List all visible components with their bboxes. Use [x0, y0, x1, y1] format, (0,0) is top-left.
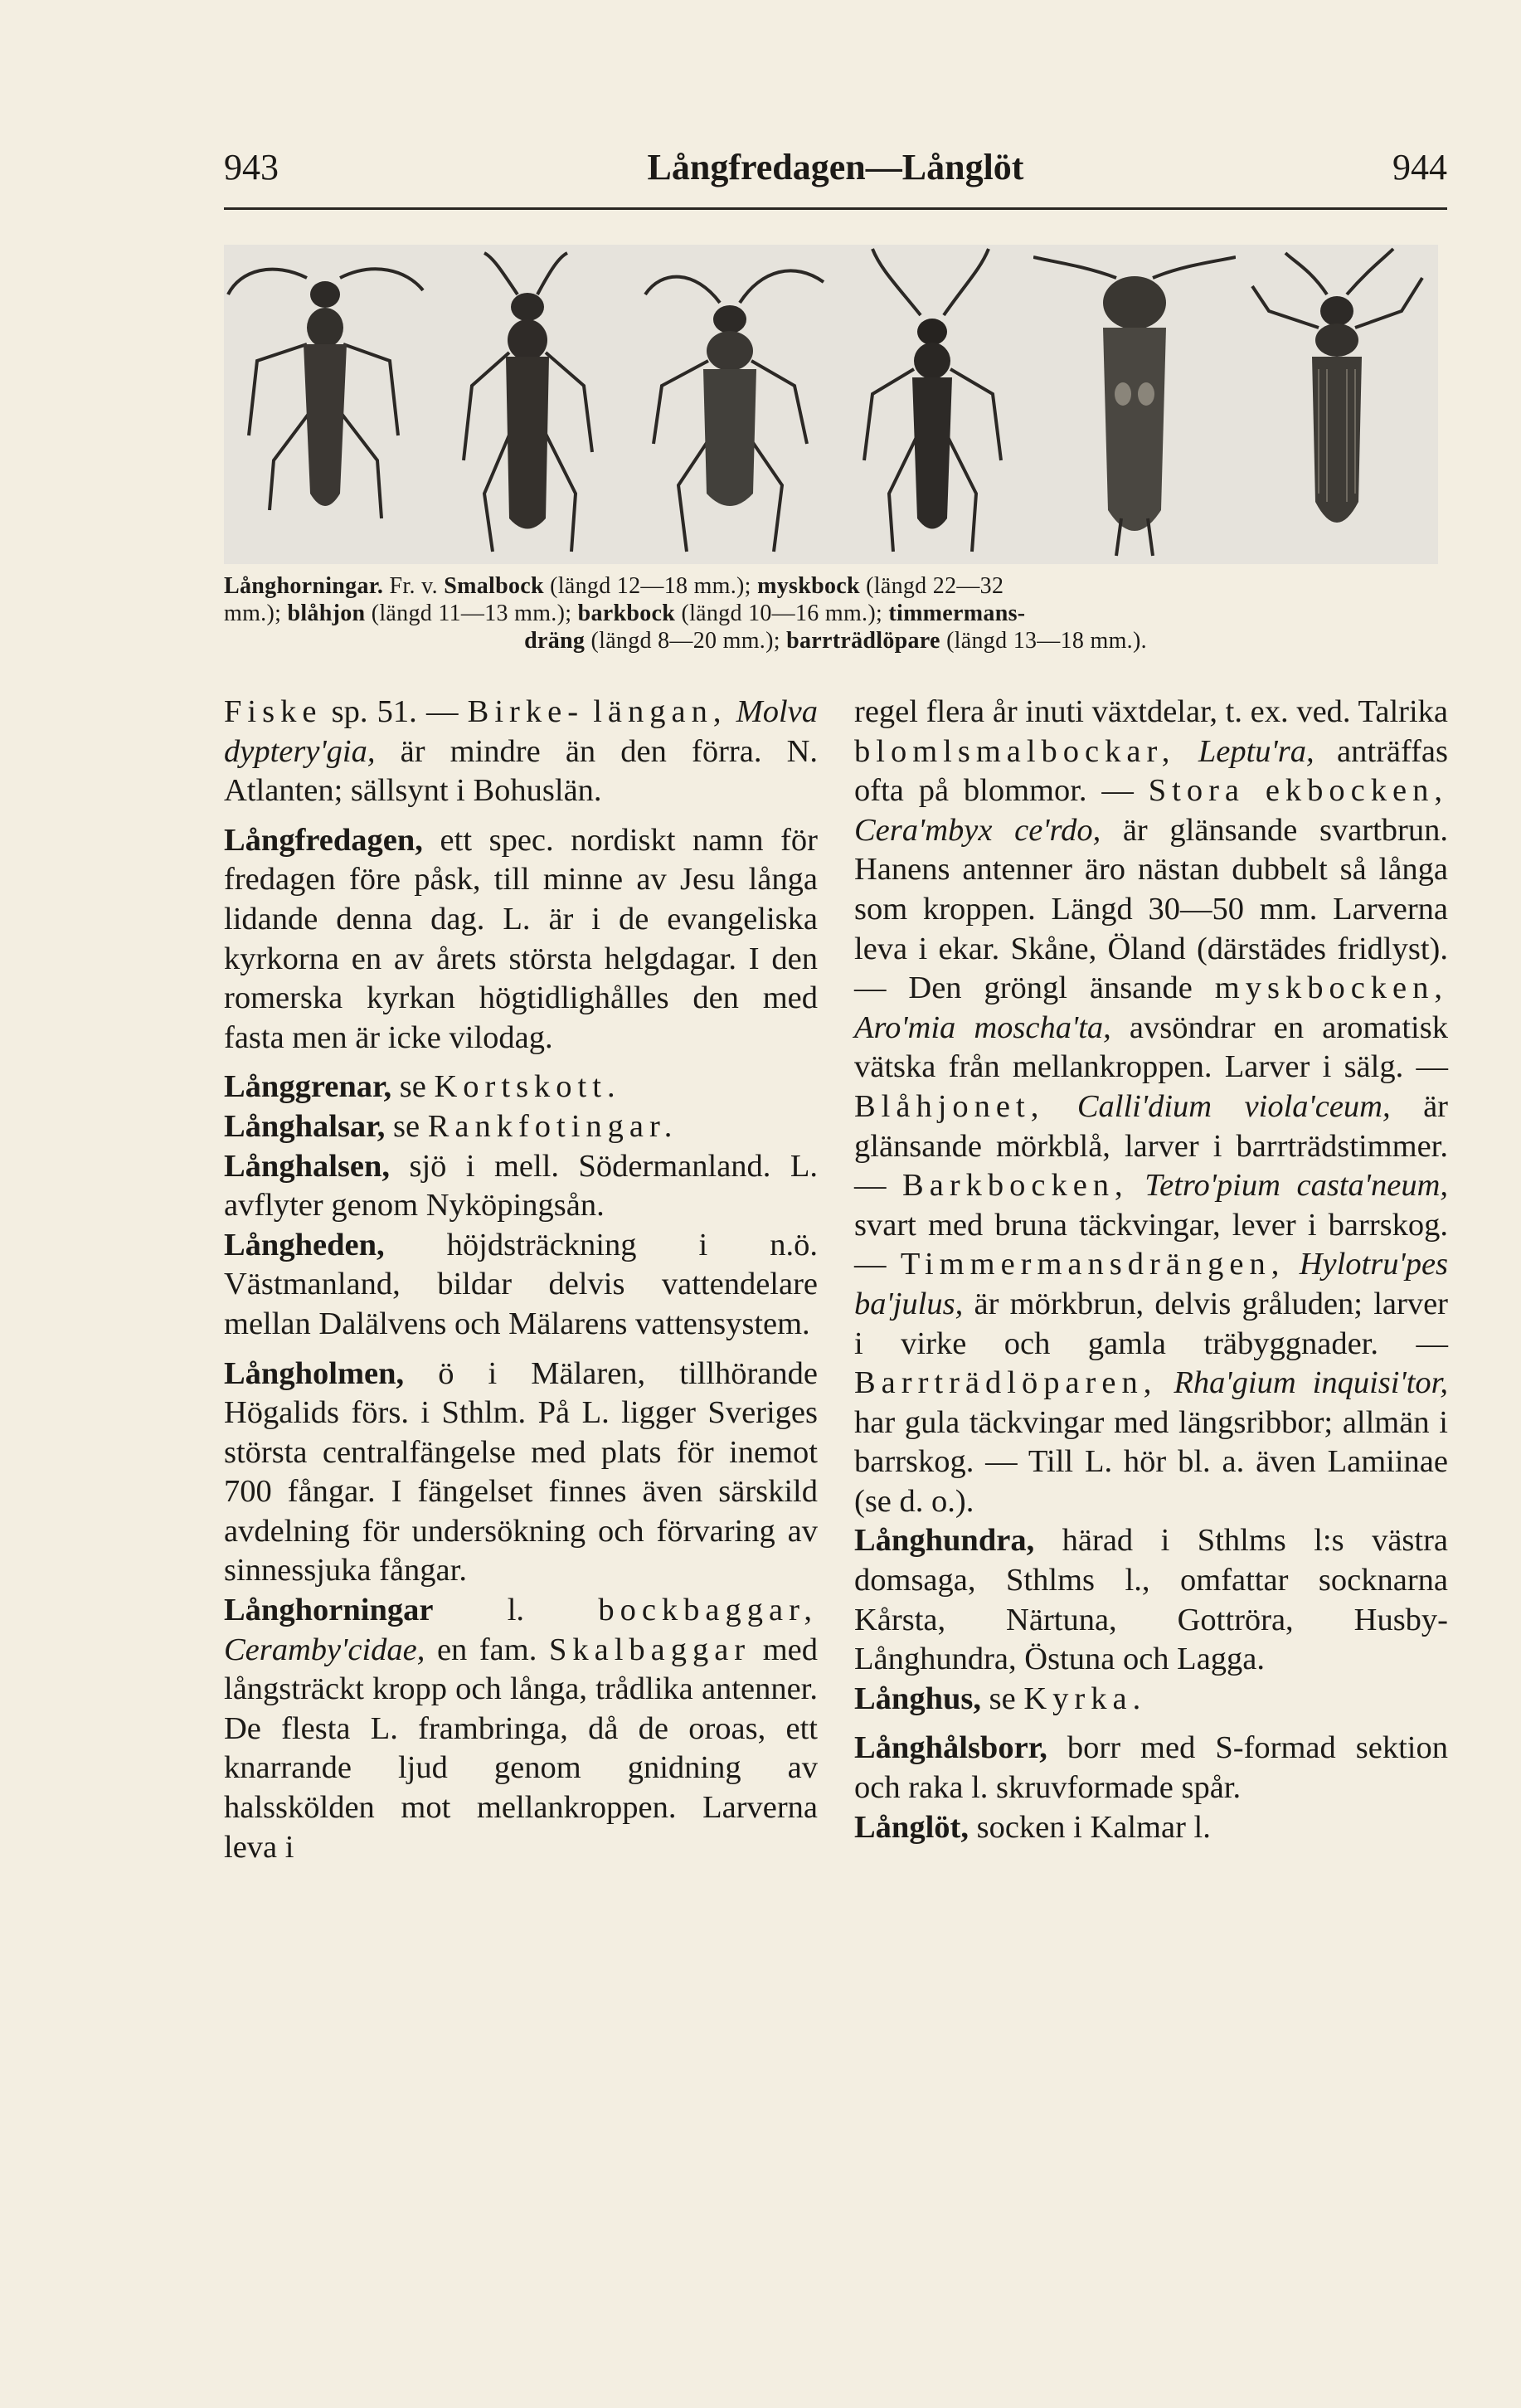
beetle-photo-myskbock: [426, 245, 629, 564]
entry-langhorningar: [224, 1591, 818, 1867]
page-header: [224, 146, 1447, 196]
caption-text: Fr. v.: [389, 573, 438, 599]
spaced-term: blomlsmalbockar,: [854, 733, 1176, 769]
entry-text: socken i Kalmar l.: [976, 1809, 1211, 1845]
right-column: [854, 693, 1448, 1847]
spaced-term: längan,: [593, 694, 727, 729]
latin-name: Rha'gium inquisi'tor,: [1174, 1365, 1448, 1401]
latin-name: Molva dyptery'gia,: [224, 694, 819, 769]
beetle-photo-smalbock: [224, 245, 426, 564]
entry-text: anträffas ofta på blommor. —: [854, 733, 1448, 809]
headword: Långhorningar: [224, 1593, 434, 1628]
caption-text: (längd 10—16 mm.);: [681, 601, 883, 626]
caption-lead: Långhorningar.: [224, 573, 384, 599]
page-number-right: 944: [1392, 147, 1447, 187]
headword: Långgrenar,: [224, 1069, 392, 1105]
entry-text: är glänsande mörkblå, larver i barrträdstimmer. —: [854, 1088, 1449, 1204]
caption-text: mm.);: [224, 601, 282, 626]
entry-langfredagen: [224, 821, 818, 1058]
latin-name: Ceramby'cidae,: [224, 1632, 425, 1667]
headword: Långlöt,: [854, 1809, 969, 1845]
entry-text: höjdsträckning i n.ö. Västmanland, bildar delvis vattendelare mellan Dalälvens och Mälarens vattensystem.: [224, 1227, 818, 1341]
caption-line-3: [224, 627, 1447, 654]
spaced-term: myskbocken,: [1214, 970, 1449, 1006]
caption-text: (längd 13—18 mm.).: [946, 628, 1147, 654]
entry-text: är mindre än den förra. N. Atlanten; sällsynt i Bohuslän.: [224, 733, 818, 809]
entry-langhalsborr: [854, 1729, 1448, 1807]
spaced-term: Birke-: [467, 694, 585, 729]
entry-langhus: [854, 1680, 1448, 1720]
caption-species: blåhjon: [287, 601, 366, 626]
entry-text: l.: [507, 1593, 525, 1628]
cross-reference: Kyrka.: [1023, 1681, 1147, 1716]
entry-langheden: [224, 1226, 818, 1345]
spaced-term: Barrträdlöparen,: [854, 1365, 1158, 1401]
latin-name: Cera'mbyx ce'rdo,: [854, 812, 1101, 848]
caption-species: barkbock: [577, 601, 676, 626]
entry-text: har gula täckvingar med längsribbor; allmän i barrskog. — Till L. hör bl. a. även Lamiinae (se d. o.).: [854, 1404, 1448, 1519]
latin-name: Leptu'ra,: [1198, 733, 1314, 769]
entry-langlot: [854, 1808, 1448, 1848]
entry-text: sp. 51. —: [331, 694, 459, 729]
caption-species: dräng: [524, 628, 586, 654]
latin-name: Aro'mia moscha'ta,: [854, 1009, 1111, 1045]
caption-text: (längd 12—18 mm.);: [550, 573, 751, 599]
caption-species: myskbock: [757, 573, 860, 599]
headword: Långheden,: [224, 1227, 385, 1262]
beetle-figure: [224, 245, 1439, 564]
entry-text: härad i Sthlms l:s västra domsaga, Sthlms l., omfattar socknarna Kårsta, Närtuna, Gottröra, Husby-Långhundra, Östuna och Lagga.: [854, 1523, 1449, 1677]
entry-fiske: [224, 693, 818, 811]
entry-text: är glänsande svartbrun. Hanens antenner äro nästan dubbelt så långa som kroppen. Längd 30—50 mm. Larverna leva i ekar. Skåne, Öland (därstädes fridlyst). — Den gröngl änsande: [854, 812, 1449, 1006]
entry-langhalsar: [224, 1107, 818, 1147]
headword: Långhundra,: [854, 1523, 1035, 1559]
headword: Långholmen,: [224, 1355, 405, 1391]
left-column: [224, 693, 818, 1867]
beetle-photo-barkbock: [831, 245, 1033, 564]
cross-reference: Rankfotingar.: [427, 1108, 678, 1144]
entry-langhalsen: [224, 1147, 818, 1226]
entry-text: se: [989, 1681, 1016, 1716]
beetle-photo-timmermansdrang: [1033, 245, 1236, 564]
headword: Långhalsar,: [224, 1108, 386, 1144]
beetle-photo-barrtradlopare: [1236, 245, 1438, 564]
entry-text: ö i Mälaren, tillhörande Högalids förs. i Sthlm. På L. ligger Sveriges största centralfängelse med plats för inemot 700 fångar. I fängelset finnes även särskild avdelning för undersökning och förvaring av sinnessjuka fångar.: [224, 1355, 819, 1588]
entry-langhundra: [854, 1521, 1448, 1679]
figure-caption: [224, 572, 1447, 654]
header-rule: [224, 207, 1447, 210]
caption-species: timmermans-: [888, 601, 1026, 626]
spaced-term: Skalbaggar: [548, 1632, 751, 1667]
caption-line-2: [224, 600, 1447, 627]
spaced-term: bockbaggar,: [598, 1593, 819, 1628]
beetle-photo-blahjon: [629, 245, 831, 564]
spaced-term: Blåhjonet,: [854, 1088, 1045, 1124]
entry-text: svart med bruna täckvingar, lever i barrskog. —: [854, 1207, 1448, 1282]
page-number-left: 943: [224, 147, 279, 187]
entry-text: är mörkbrun, delvis gråluden; larver i virke och gamla träbyggnader. —: [854, 1286, 1448, 1361]
headword: Långhalsen,: [224, 1148, 391, 1184]
entry-text: sjö i mell. Södermanland. L. avflyter genom Nyköpingsån.: [224, 1148, 818, 1223]
latin-name: Tetro'pium casta'neum,: [1144, 1168, 1448, 1204]
entry-langholmen: [224, 1355, 818, 1592]
entry-text: regel flera år inuti växtdelar, t. ex. ved. Talrika: [854, 694, 1448, 729]
entry-text: en fam.: [436, 1632, 537, 1667]
caption-text: (längd 22—32: [866, 573, 1004, 599]
entry-text: borr med S-formad sektion och raka l. skruvformade spår.: [854, 1730, 1448, 1806]
entry-text: ett spec. nordiskt namn för fredagen före påsk, till minne av Jesu långa lidande denna dag. L. är i de evangeliska kyrkorna en av årets största helgdagar. I den romerska kyrkan högtidlighålles den med fasta men är icke vilodag.: [224, 822, 819, 1055]
headword: Långhålsborr,: [854, 1730, 1047, 1766]
headword: Långfredagen,: [224, 822, 423, 858]
spaced-term: Stora ekbocken,: [1148, 773, 1448, 809]
caption-species: barrträdlöpare: [786, 628, 940, 654]
running-title: Långfredagen—Långlöt: [647, 147, 1024, 187]
caption-text: (längd 8—20 mm.);: [590, 628, 780, 654]
latin-name: Calli'dium viola'ceum,: [1076, 1088, 1391, 1124]
entry-text: se: [399, 1069, 426, 1105]
entry-text: avsöndrar en aromatisk vätska från mellankroppen. Larver i sälg. —: [854, 1009, 1448, 1085]
latin-name: Hylotru'pes ba'julus,: [854, 1247, 1449, 1321]
entry-text: se: [393, 1108, 420, 1144]
entry-langhorningar-continued: [854, 693, 1448, 1521]
headword: Långhus,: [854, 1681, 982, 1716]
cross-reference: Kortskott.: [434, 1069, 621, 1105]
caption-text: (längd 11—13 mm.);: [371, 601, 572, 626]
spaced-term: Fiske: [224, 694, 323, 729]
caption-line-1: [224, 572, 1447, 600]
caption-species: Smalbock: [444, 573, 544, 599]
spaced-term: Timmermansdrängen,: [900, 1247, 1285, 1282]
entry-text: med långsträckt kropp och långa, trådlika antenner. De flesta L. frambringa, då de oroas, ett knarrande ljud genom gnidning av halsskölden mot mellankroppen. Larverna leva i: [224, 1632, 819, 1865]
spaced-term: Barkbocken,: [902, 1168, 1129, 1204]
entry-langgrenar: [224, 1068, 818, 1107]
